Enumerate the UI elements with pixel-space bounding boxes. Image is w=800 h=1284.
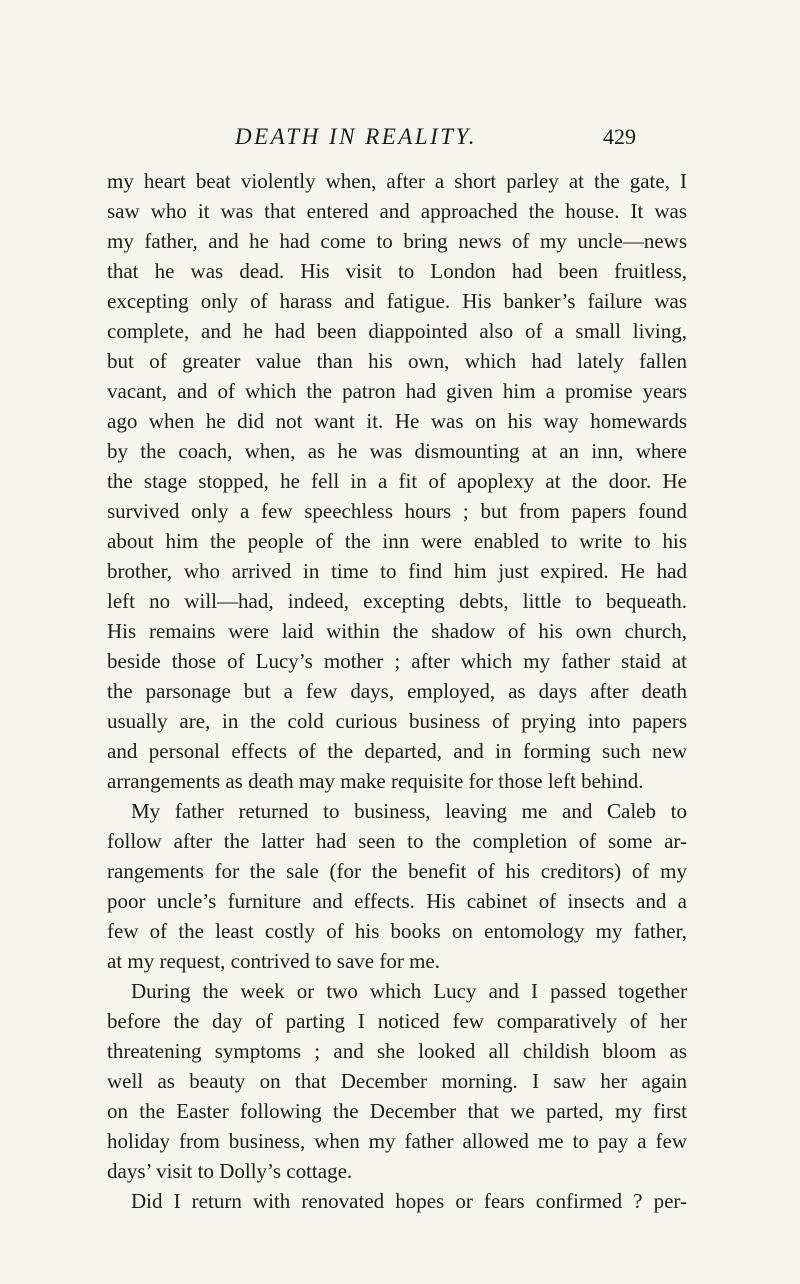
text-line: my father, and he had come to bring news of my uncle—news [107, 229, 687, 253]
text-line: on the Easter following the December that we parted, my first [107, 1099, 687, 1123]
text-line: My father returned to business, leaving me and Caleb to [131, 799, 687, 823]
text-line: excepting only of harass and fatigue. His banker’s failure was [107, 289, 687, 313]
text-line: During the week or two which Lucy and I passed together [131, 979, 687, 1003]
text-line: left no will—had, indeed, excepting debts, little to bequeath. [107, 589, 687, 613]
text-line: my heart beat violently when, after a short parley at the gate, I [107, 169, 687, 193]
text-line: complete, and he had been diappointed also of a small living, [107, 319, 687, 343]
text-line: days’ visit to Dolly’s cottage. [107, 1159, 353, 1183]
running-head [176, 124, 636, 154]
body-text [107, 166, 687, 1216]
text-line: brother, who arrived in time to find him just expired. He had [107, 559, 687, 583]
text-line: saw who it was that entered and approached the house. It was [107, 199, 687, 223]
text-line: beside those of Lucy’s mother ; after which my father staid at [107, 649, 687, 673]
text-line: survived only a few speechless hours ; but from papers found [107, 499, 687, 523]
text-line: arrangements as death may make requisite for those left behind. [107, 769, 644, 793]
running-title: DEATH IN REALITY. [234, 124, 478, 149]
text-line: but of greater value than his own, which had lately fallen [107, 349, 687, 373]
text-line: before the day of parting I noticed few comparatively of her [107, 1009, 687, 1033]
text-line: usually are, in the cold curious business of prying into papers [107, 709, 687, 733]
text-line: and personal effects of the departed, and in forming such new [107, 739, 687, 763]
text-line: Did I return with renovated hopes or fears confirmed ? per- [131, 1189, 687, 1213]
text-line: well as beauty on that December morning. I saw her again [107, 1069, 687, 1093]
text-line: His remains were laid within the shadow of his own church, [107, 619, 687, 643]
text-line: holiday from business, when my father allowed me to pay a few [107, 1129, 687, 1153]
page-number: 429 [603, 124, 636, 149]
text-line: few of the least costly of his books on entomology my father, [107, 919, 687, 943]
text-line: the stage stopped, he fell in a fit of apoplexy at the door. He [107, 469, 687, 493]
text-line: at my request, contrived to save for me. [107, 949, 440, 973]
text-line: threatening symptoms ; and she looked all childish bloom as [107, 1039, 687, 1063]
text-line: rangements for the sale (for the benefit of his creditors) of my [107, 859, 687, 883]
text-line: follow after the latter had seen to the completion of some ar- [107, 829, 687, 853]
text-line: that he was dead. His visit to London had been fruitless, [107, 259, 687, 283]
text-line: ago when he did not want it. He was on his way homewards [107, 409, 687, 433]
text-line: poor uncle’s furniture and effects. His cabinet of insects and a [107, 889, 687, 913]
text-line: by the coach, when, as he was dismounting at an inn, where [107, 439, 687, 463]
text-line: vacant, and of which the patron had given him a promise years [107, 379, 687, 403]
text-line: about him the people of the inn were enabled to write to his [107, 529, 687, 553]
text-line: the parsonage but a few days, employed, as days after death [107, 679, 687, 703]
